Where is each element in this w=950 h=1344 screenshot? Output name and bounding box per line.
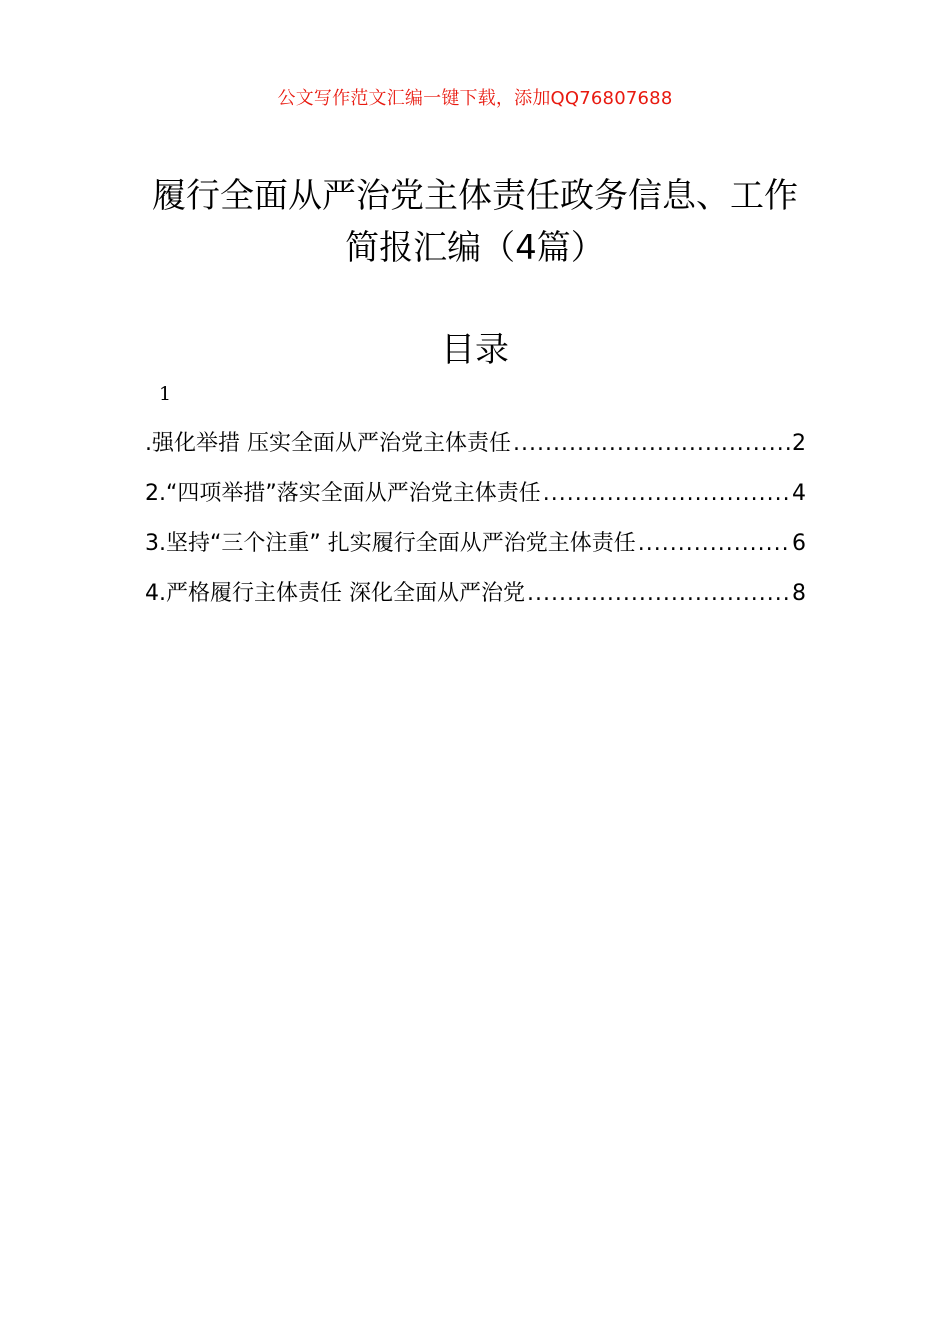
document-title: 履行全面从严治党主体责任政务信息、工作简报汇编（4篇）: [152, 176, 798, 268]
toc-item-page: 4: [792, 481, 806, 506]
toc-item[interactable]: [145, 426, 806, 476]
toc-item-page: 6: [792, 531, 806, 556]
toc-leader-dots: [638, 531, 790, 556]
toc-list: [145, 426, 806, 626]
toc-item[interactable]: [145, 476, 806, 526]
toc-item-text: .强化举措 压实全面从严治党主体责任: [145, 431, 511, 456]
toc-number-line: 1: [159, 383, 172, 405]
toc-item[interactable]: [145, 526, 806, 576]
toc-item[interactable]: [145, 576, 806, 626]
toc-leader-dots: [513, 431, 790, 456]
toc-item-page: 8: [792, 581, 806, 606]
toc-heading: 目录: [441, 330, 509, 370]
toc-item-text: 3.坚持“三个注重” 扎实履行全面从严治党主体责任: [145, 531, 636, 556]
toc-item-page: 2: [792, 431, 806, 456]
toc-leader-dots: [527, 581, 790, 606]
toc-item-text: 2.“四项举措”落实全面从严治党主体责任: [145, 481, 541, 506]
toc-leader-dots: [543, 481, 790, 506]
toc-item-text: 4.严格履行主体责任 深化全面从严治党: [145, 581, 525, 606]
header-note: 公文写作范文汇编一键下载，添加QQ76807688: [277, 88, 673, 109]
